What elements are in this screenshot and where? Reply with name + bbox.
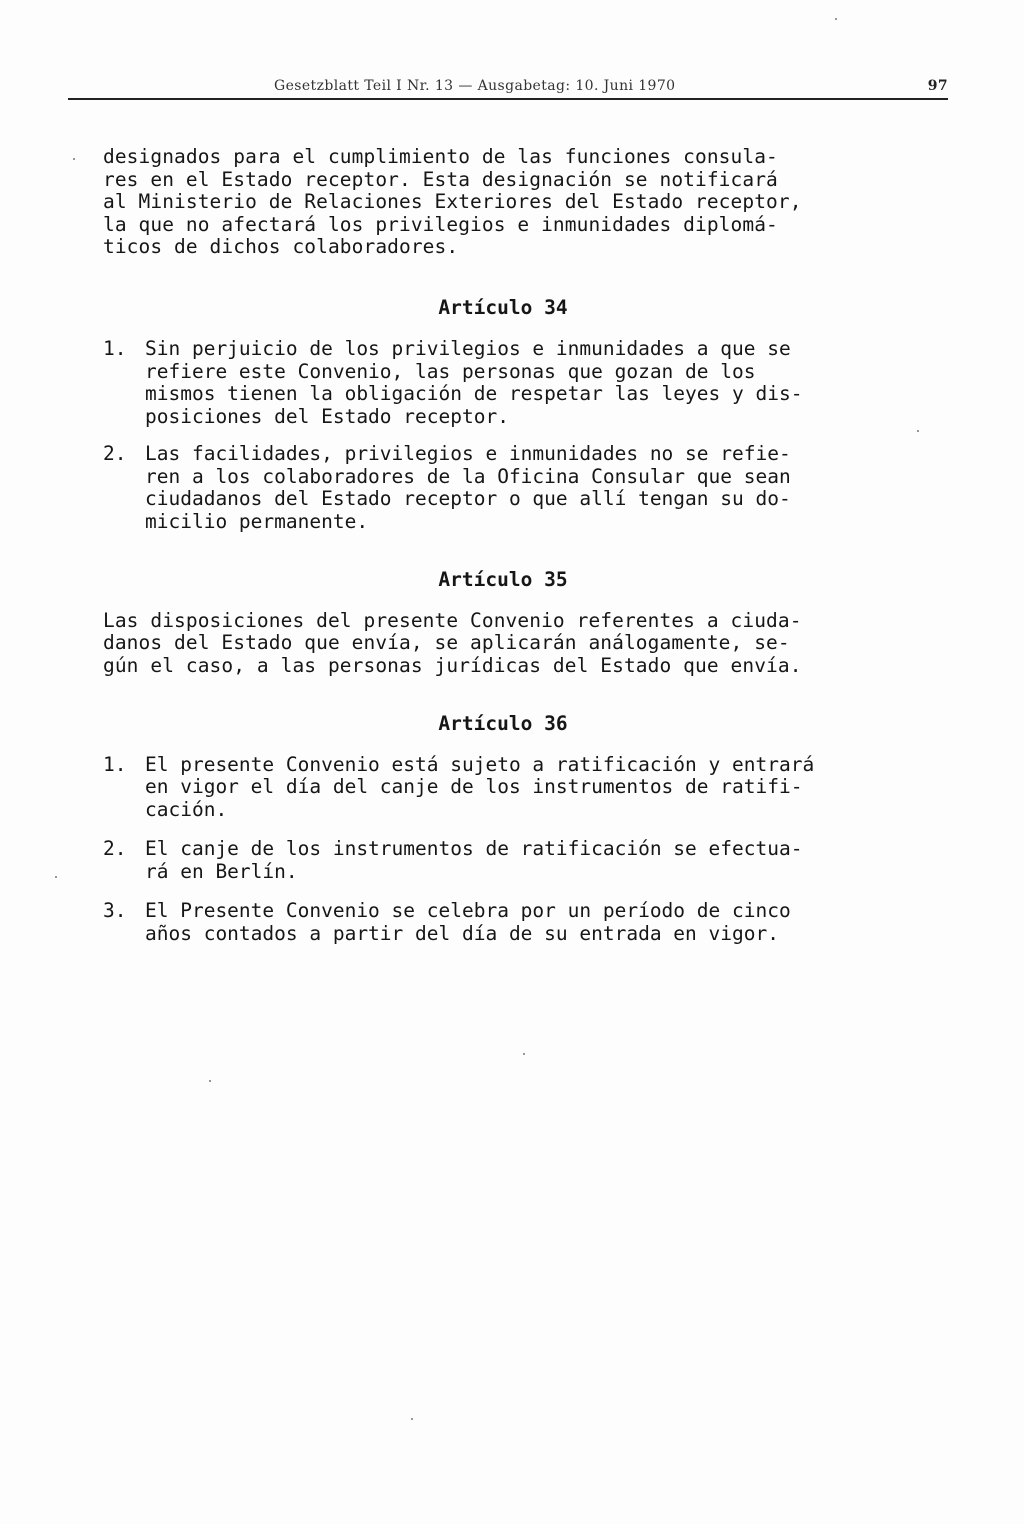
page-number: 97 — [927, 78, 948, 94]
article-36-item-2 — [103, 838, 903, 883]
article-36-item-3 — [103, 900, 903, 945]
document-body — [103, 146, 903, 945]
scan-speck — [523, 1053, 525, 1055]
article-35-paragraph — [103, 610, 903, 678]
scan-speck — [73, 158, 75, 160]
item-number: 1. — [103, 337, 127, 360]
continuation-paragraph — [103, 146, 903, 259]
item-number: 1. — [103, 752, 127, 776]
text-line: El canje de los instrumentos de ratificación se efectua- — [145, 837, 803, 860]
text-line: en vigor el día del canje de los instrumentos de ratifi- — [145, 775, 803, 798]
running-header — [68, 76, 948, 100]
article-36-heading: Artículo 36 — [438, 712, 568, 735]
scan-speck — [209, 1080, 211, 1082]
article-34-heading: Artículo 34 — [438, 295, 568, 319]
text-line: cación. — [145, 797, 228, 821]
text-line: Las facilidades, privilegios e inmunidades no se refie- — [145, 442, 791, 465]
header-title: Gesetzblatt Teil I Nr. 13 — Ausgabetag: 10. Juni 1970 — [274, 78, 676, 94]
text-line: gún el caso, a las personas jurídicas del Estado que envía. — [103, 653, 802, 677]
scan-speck — [835, 18, 837, 20]
text-line: El Presente Convenio se celebra por un período de cinco — [145, 899, 791, 922]
text-line: res en el Estado receptor. Esta designación se notificará — [103, 167, 778, 191]
text-line: designados para el cumplimiento de las funciones consula- — [103, 145, 778, 168]
text-line: mismos tienen la obligación de respetar las leyes y dis- — [145, 382, 803, 405]
article-35-heading: Artículo 35 — [438, 568, 568, 591]
item-number: 2. — [103, 442, 127, 465]
text-line: años contados a partir del día de su entrada en vigor. — [145, 921, 779, 945]
text-line: posiciones del Estado receptor. — [145, 404, 509, 428]
text-line: al Ministerio de Relaciones Exteriores del Estado receptor, — [103, 190, 802, 213]
item-number: 3. — [103, 899, 127, 922]
text-line: la que no afectará los privilegios e inmunidades diplomá- — [103, 212, 778, 236]
text-line: refiere este Convenio, las personas que gozan de los — [145, 359, 756, 383]
item-number: 2. — [103, 837, 127, 860]
article-34-item-2 — [103, 443, 903, 533]
text-line: El presente Convenio está sujeto a ratificación y entrará — [145, 752, 815, 776]
text-line: Sin perjuicio de los privilegios e inmunidades a que se — [145, 337, 791, 360]
scan-speck — [55, 876, 57, 878]
text-line: micilio permanente. — [145, 509, 369, 533]
text-line: Las disposiciones del presente Convenio referentes a ciuda- — [103, 608, 802, 632]
text-line: ciudadanos del Estado receptor o que allí tengan su do- — [145, 487, 791, 510]
scan-speck — [917, 430, 919, 432]
scan-speck — [411, 1418, 413, 1420]
article-34-item-1 — [103, 338, 903, 428]
text-line: ticos de dichos colaboradores. — [103, 235, 459, 258]
text-line: rá en Berlín. — [145, 859, 298, 883]
text-line: danos del Estado que envía, se aplicarán análogamente, se- — [103, 631, 790, 654]
text-line: ren a los colaboradores de la Oficina Consular que sean — [145, 464, 791, 488]
article-36-item-1 — [103, 754, 903, 822]
